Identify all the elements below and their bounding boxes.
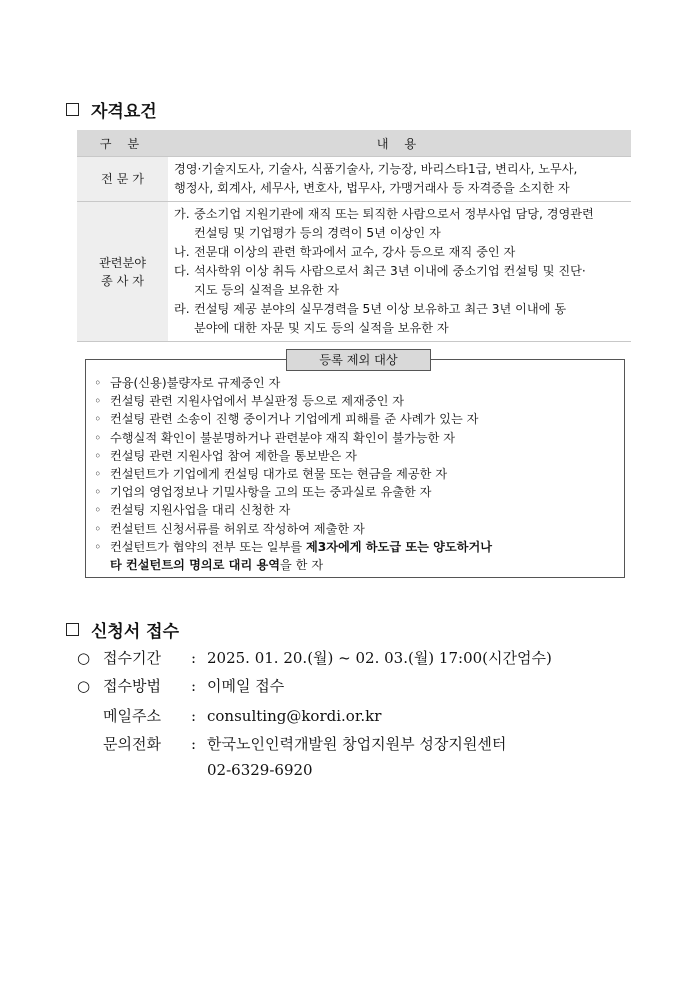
- bullet-icon: ◦: [94, 521, 102, 536]
- application-heading-text: 신청서 접수: [91, 622, 180, 642]
- application-heading: [66, 617, 179, 642]
- header-category: 구 분: [77, 130, 168, 157]
- colon: :: [191, 677, 197, 695]
- row-category-related: 관련분야 종 사 자: [77, 202, 168, 342]
- application-contact-row: [77, 733, 506, 754]
- exclusion-box: [85, 353, 625, 578]
- bullet-icon: ◦: [94, 485, 102, 500]
- application-email-row: [77, 705, 381, 726]
- qualification-table: [77, 130, 631, 342]
- list-item: ◦ 컨설팅 관련 지원사업 참여 제한을 통보받은 자: [94, 447, 492, 465]
- bullet-icon: ◦: [94, 539, 102, 554]
- row-category-expert: 전 문 가: [77, 157, 168, 202]
- bullet-icon: ◦: [94, 503, 102, 518]
- period-label: 접수기간: [103, 649, 161, 667]
- colon: :: [191, 649, 197, 667]
- last-item-normal: 컨설턴트가 협약의 전부 또는 일부를: [110, 539, 306, 554]
- application-method-row: [77, 675, 284, 696]
- qualification-heading: [66, 97, 157, 122]
- application-phone-row: [77, 761, 313, 779]
- contact-label: 문의전화: [103, 735, 161, 753]
- list-item: 나. 전문대 이상의 관련 학과에서 교수, 강사 등으로 재직 중인 자: [174, 245, 516, 259]
- checkbox-icon: [66, 623, 79, 636]
- colon: :: [191, 707, 197, 725]
- list-item: ◦ 컨설팅 지원사업을 대리 신청한 자: [94, 501, 492, 519]
- header-content: 내 용: [168, 130, 631, 157]
- list-item: 다. 석사학위 이상 취득 사람으로서 최근 3년 이내에 중소기업 컨설팅 및 진단· 지도 등의 실적을 보유한 자: [174, 264, 586, 297]
- bullet-icon: ◦: [94, 448, 102, 463]
- checkbox-icon: [66, 103, 79, 116]
- contact-value: 한국노인인력개발원 창업지원부 성장지원센터: [207, 735, 507, 753]
- method-label: 접수방법: [103, 677, 161, 695]
- bullet-icon: ◦: [94, 394, 102, 409]
- circle-icon: ○: [77, 677, 91, 695]
- content-line: 경영·기술지도사, 기술사, 식품기술사, 기능장, 바리스타1급, 변리사, 노무사,: [174, 162, 578, 176]
- content-line: 행정사, 회계사, 세무사, 변호사, 법무사, 가맹거래사 등 자격증을 소지한 자: [174, 181, 570, 195]
- bullet-icon: ◦: [94, 430, 102, 445]
- table-row: [77, 157, 631, 202]
- application-period-row: [77, 647, 552, 668]
- exclusion-list: [94, 374, 492, 574]
- bullet-icon: ◦: [94, 412, 102, 427]
- exclusion-title: 등록 제외 대상: [286, 349, 431, 371]
- email-value[interactable]: consulting@kordi.or.kr: [207, 707, 382, 725]
- period-value: 2025. 01. 20.(월) ~ 02. 03.(월) 17:00(시간엄수): [207, 649, 552, 667]
- row-content-expert: [168, 157, 631, 202]
- last-item-tail: 을 한 자: [280, 558, 324, 573]
- bullet-icon: ◦: [94, 467, 102, 482]
- last-item-bold-1: 제3자에게 하도급 또는 양도하거나: [305, 539, 493, 554]
- phone-value: 02-6329-6920: [207, 761, 313, 779]
- list-item: 가. 중소기업 지원기관에 재직 또는 퇴직한 사람으로서 정부사업 담당, 경영관련 컨설팅 및 기업평가 등의 경력이 5년 이상인 자: [174, 207, 594, 240]
- colon: :: [191, 735, 197, 753]
- email-label: 메일주소: [103, 707, 161, 725]
- table-header-row: [77, 130, 631, 157]
- qualification-heading-text: 자격요건: [91, 102, 157, 122]
- list-item: [94, 538, 492, 574]
- method-value: 이메일 접수: [207, 677, 285, 695]
- list-item: ◦ 컨설팅 관련 소송이 진행 중이거나 기업에게 피해를 준 사례가 있는 자: [94, 410, 492, 428]
- table-row: [77, 202, 631, 342]
- row-content-related: [168, 202, 631, 342]
- last-item-bold-2: 타 컨설턴트의 명의로 대리 용역: [110, 558, 281, 573]
- bullet-icon: ◦: [94, 376, 102, 390]
- list-item: ◦ 컨설턴트 신청서류를 허위로 작성하여 제출한 자: [94, 520, 492, 538]
- list-item: ◦ 컨설턴트가 기업에게 컨설팅 대가로 현물 또는 현금을 제공한 자: [94, 465, 492, 483]
- list-item: ◦ 금융(신용)불량자로 규제중인 자: [94, 374, 492, 392]
- list-item: 라. 컨설팅 제공 분야의 실무경력을 5년 이상 보유하고 최근 3년 이내에 동 분야에 대한 자문 및 지도 등의 실적을 보유한 자: [174, 302, 567, 335]
- list-item: ◦ 기업의 영업정보나 기밀사항을 고의 또는 중과실로 유출한 자: [94, 483, 492, 501]
- list-item: ◦ 수행실적 확인이 불분명하거나 관련분야 재직 확인이 불가능한 자: [94, 429, 492, 447]
- circle-icon: ○: [77, 649, 91, 667]
- list-item: ◦ 컨설팅 관련 지원사업에서 부실판정 등으로 제재중인 자: [94, 392, 492, 410]
